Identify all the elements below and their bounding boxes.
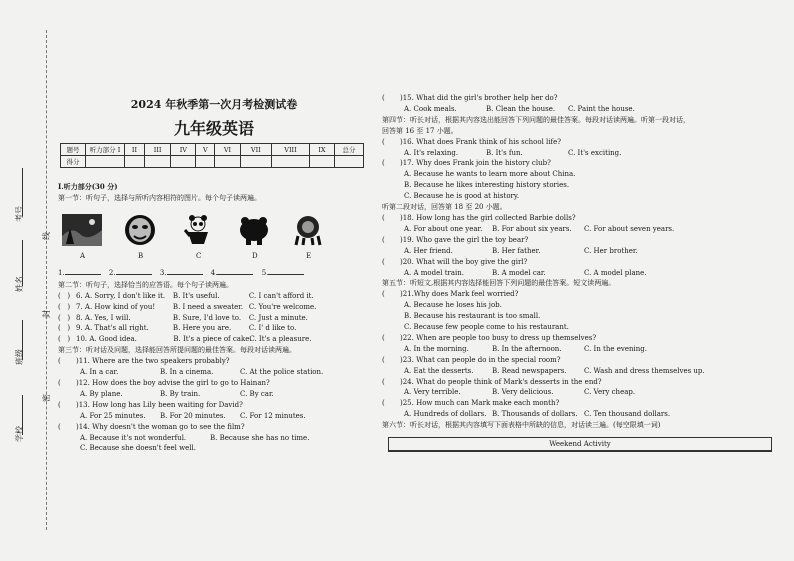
question-10: ( ) 10. A. Good idea. B. It's a piece of cake.C. It's a pleasure. [58,335,312,344]
option-c[interactable]: C. For 12 minutes. [240,411,306,420]
option-b[interactable]: B. It's useful. [172,291,220,300]
score-cell: 题号 [61,144,86,156]
option-c[interactable]: C. In the evening. [584,344,647,353]
score-input-cell[interactable] [86,156,125,168]
option-a[interactable]: A. That's all right. [84,324,149,333]
question-text: )14. Why doesn't the woman go to see the film? [76,422,245,431]
option-c[interactable]: C. It's a pleasure. [249,335,312,344]
option-c[interactable]: C. It's exciting. [568,148,622,157]
answer-blank[interactable] [65,274,101,275]
score-table [60,143,364,168]
question-15: ( )15. What did the girl's brother help her do? [382,94,558,102]
score-input-cell[interactable] [309,156,334,168]
picture-label-a: A [80,251,86,260]
option-b[interactable]: B. In a cinema. [160,368,214,377]
option-b[interactable]: B. In the afternoon. [492,344,562,353]
picture-d-bear [236,214,272,246]
picture-label-d: D [252,251,258,260]
blank-number: 5. [261,268,269,277]
option-b[interactable]: B. Sure, I'd love to. [172,313,242,322]
option-b[interactable]: B. It's a piece of cake. [173,335,252,344]
question-25: ( )25. How much can Mark make each month? [382,399,560,408]
section-3-instructions: 第三节：听对话及问题，选择能回答所提问题的最佳答案。每段对话读两遍。 [58,346,296,355]
option-c[interactable]: C. For about seven years. [584,224,675,233]
question-text: )21.Why does Mark feel worried? [400,290,519,299]
question-16-options [382,148,780,159]
option-a[interactable]: A. Sorry, I don't like it. [84,291,166,300]
question-17-option-a [382,169,780,180]
blank-number: 2. [108,268,116,277]
question-11: ( )11. Where are the two speakers probably? [58,357,230,366]
option-c[interactable]: C. Ten thousand dollars. [584,410,671,419]
picture-options [58,208,370,264]
question-21-option-c [382,322,780,333]
score-cell: IV [171,144,196,156]
score-input-cell[interactable] [335,156,364,168]
picture-a-landscape [62,214,102,246]
question-23: ( )23. What can people do in the special room? [382,355,561,364]
question-text: )12. How does the boy advise the girl to go to Hainan? [76,378,270,387]
question-text: )11. Where are the two speakers probably? [76,357,230,366]
option-a[interactable]: A. Yes, I will. [84,313,131,322]
blank-number: 1. [58,268,65,277]
option-b[interactable]: B. Here you are. [172,324,232,333]
option-a[interactable]: A. In a car. [80,368,119,377]
picture-label-e: E [306,251,312,260]
weekend-activity-table-header: Weekend Activity [388,437,772,452]
option-a[interactable]: A. Good idea. [89,335,137,344]
option-c[interactable]: C. Because he is good at history. [404,192,520,201]
left-column [58,94,370,454]
fold-line [46,30,47,530]
section-6-instructions: 第六节：听长对话，根据其内容填写下面表格中所缺的信息，对话读三遍。(每空限填一词) [382,421,661,430]
option-b[interactable]: B. Very delicious. [492,388,554,397]
name-blank[interactable] [22,240,23,286]
question-text: )20. What will the boy give the girl? [400,257,528,266]
question-17-option-c [382,191,780,202]
class-field-label: 班级 [15,349,24,365]
score-cell: VII [240,144,272,156]
score-cell: 得分 [61,156,86,168]
option-a[interactable]: A. Cook meals. [404,104,457,113]
option-b[interactable]: B. Her father. [492,246,541,255]
question-21-option-b [382,311,780,322]
score-cell: IX [309,144,334,156]
picture-b-opera-mask [122,214,158,246]
question-text: )24. What do people think of Mark's desserts in the end? [400,377,602,386]
question-22-options [382,344,780,355]
score-input-cell[interactable] [240,156,272,168]
question-20-options [382,268,780,279]
school-field-label: 学校 [15,426,24,442]
seal-mark-feng: 封 [42,310,51,318]
option-a[interactable]: A. Her friend. [404,246,453,255]
option-b[interactable]: B. By train. [160,389,201,398]
question-18-options [382,224,780,235]
option-b[interactable]: B. Read newspapers. [492,366,567,375]
q-number: 8. [76,313,83,322]
question-text: )25. How much can Mark make each month? [400,399,560,408]
score-table-header-row [61,144,364,156]
question-14-options [58,433,370,444]
score-cell: VIII [272,144,310,156]
question-20: ( )20. What will the boy give the girl? [382,257,528,266]
question-text: )13. How long has Lily been waiting for David? [76,400,243,409]
picture-e-lion [290,214,326,246]
option-b[interactable]: B. Thousands of dollars. [492,410,578,419]
q-number: 6. [76,291,83,300]
option-c[interactable]: C. At the police station. [240,368,324,377]
option-c[interactable]: C. I' d like to. [248,324,297,333]
option-b[interactable]: B. For about six years. [492,224,572,233]
q-number: 10. [76,335,88,344]
answer-blank[interactable] [217,274,253,275]
score-cell: 听力部分 I [86,144,125,156]
picture-label-b: B [138,251,144,260]
option-c[interactable]: C. Wash and dress themselves up. [584,366,705,375]
option-c[interactable]: C. A model plane. [584,268,647,277]
option-b[interactable]: B. For 20 minutes. [160,411,226,420]
option-b[interactable]: B. It's fun. [486,148,523,157]
option-a[interactable]: A. In the morning. [404,344,469,353]
answer-blanks-1-5 [58,266,370,280]
question-21-option-a [382,300,780,311]
dialog-2-instructions: 听第二段对话，回答第 18 至 20 小题。 [382,203,507,212]
option-a[interactable]: A. By plane. [80,389,123,398]
option-c[interactable]: C. Because few people come to his restaurant. [404,323,569,332]
score-input-cell[interactable] [215,156,240,168]
question-15-options [382,104,780,115]
question-text: )16. What does Frank think of his school life? [400,137,562,146]
score-cell: VI [215,144,240,156]
score-cell: III [144,144,170,156]
question-6: ( ) 6. A. Sorry, I don't like it. B. It's useful. C. I can't afford it. [58,291,314,300]
question-13-options [58,411,370,422]
exam-title: 2024 年秋季第一次月考检测试卷 [130,98,298,111]
question-14: ( )14. Why doesn't the woman go to see the film? [58,422,245,431]
answer-blank[interactable] [268,274,304,275]
question-17: ( )17. Why does Frank join the history club? [382,159,551,168]
section-4-instructions: 第四节：听长对话，根据其内容选出能回答下列问题的最佳答案。每段对话读两遍。听第一段对话， [382,115,690,124]
school-blank[interactable] [22,395,23,435]
option-c[interactable]: C. Because she doesn't feel well. [80,444,196,453]
option-a[interactable]: A. Very terrible. [404,388,461,397]
question-12-options [58,389,370,400]
option-b[interactable]: B. Because he likes interesting history stories. [404,181,570,190]
question-9: ( ) 9. A. That's all right. B. Here you are. C. I' d like to. [58,324,297,333]
option-c[interactable]: C. By car. [240,389,274,398]
score-input-cell[interactable] [196,156,215,168]
option-a[interactable]: A. Because he loses his job. [404,301,502,310]
class-blank[interactable] [22,320,23,360]
question-24-options [382,387,780,398]
exam-number-blank[interactable] [22,168,23,216]
score-cell: V [196,144,215,156]
blank-number: 4. [210,268,218,277]
option-c[interactable]: C. Paint the house. [568,104,635,113]
score-input-cell[interactable] [272,156,310,168]
score-input-cell[interactable] [125,156,145,168]
score-input-cell[interactable] [171,156,196,168]
part-heading-listening: I.听力部分(30 分) [58,182,118,191]
question-16: ( )16. What does Frank think of his school life? [382,137,562,146]
subject-title: 九年级英语 [173,119,254,138]
question-text: )15. What did the girl's brother help her do? [400,94,558,102]
option-a[interactable]: A. Because he wants to learn more about China. [404,170,576,179]
option-c[interactable]: C. You're welcome. [248,302,317,311]
option-c[interactable]: C. Very cheap. [584,388,636,397]
option-a[interactable]: A. It's relaxing. [404,148,459,157]
option-b[interactable]: B. Because his restaurant is too small. [404,312,541,321]
section-1-instructions: 第一节：听句子，选择与所听内容相符的图片。每个句子读两遍。 [58,193,261,202]
section-4-instructions-2: 回答第 16 至 17 小题。 [382,126,458,135]
question-text: )23. What can people do in the special room? [400,355,561,364]
question-17-option-b [382,180,780,191]
q-number: 9. [76,324,83,333]
question-18: ( )18. How long has the girl collected Barbie dolls? [382,213,576,222]
seal-mark-mi: 密 [42,394,51,402]
name-field-label: 姓名 [15,276,24,292]
option-a[interactable]: A. Because it's not wonderful. [80,433,187,442]
question-14-option-c [58,443,370,454]
option-b[interactable]: B. A model car. [492,268,546,277]
question-21: ( )21.Why does Mark feel worried? [382,290,519,299]
question-11-options [58,367,370,378]
option-a[interactable]: A. Eat the desserts. [404,366,474,375]
blank-number: 3. [159,268,167,277]
question-22: ( )22. When are people too busy to dress up themselves? [382,333,597,342]
option-a[interactable]: A. A model train. [404,268,465,277]
question-8: ( ) 8. A. Yes, I will. B. Sure, I'd love to. C. Just a minute. [58,313,308,322]
option-b[interactable]: B. Because she has no time. [210,433,310,442]
section-5-instructions: 第五节：听短文,根据其内容选择能回答下列问题的最佳答案。短文读两遍。 [382,279,616,288]
question-7: ( ) 7. A. How kind of you! B. I need a sweater. C. You're welcome. [58,302,317,311]
score-table-score-row [61,156,364,168]
option-a[interactable]: A. Hundreds of dollars. [404,410,487,419]
q-number: 7. [76,302,83,311]
question-12: ( )12. How does the boy advise the girl to go to Hainan? [58,378,270,387]
answer-blank[interactable] [116,274,152,275]
score-cell: II [125,144,145,156]
answer-blank[interactable] [167,274,203,275]
binding-margin [0,0,52,561]
score-cell: 总分 [335,144,364,156]
right-column [382,93,780,452]
question-text: )22. When are people too busy to dress up themselves? [400,333,597,342]
question-text: )19. Who gave the girl the toy bear? [400,235,529,244]
question-13: ( )13. How long has Lily been waiting for David? [58,400,243,409]
seal-mark-xian: 线 [42,232,51,240]
option-a[interactable]: A. For about one year. [404,224,483,233]
option-c[interactable]: C. Her brother. [584,246,638,255]
option-c[interactable]: C. I can't afford it. [248,291,314,300]
option-b[interactable]: B. Clean the house. [486,104,556,113]
question-24: ( )24. What do people think of Mark's desserts in the end? [382,377,602,386]
question-23-options [382,366,780,377]
option-a[interactable]: A. For 25 minutes. [80,411,146,420]
question-text: )17. Why does Frank join the history club? [400,159,551,168]
question-19: ( )19. Who gave the girl the toy bear? [382,235,529,244]
option-c[interactable]: C. Just a minute. [248,313,308,322]
question-25-options [382,409,780,420]
picture-label-c: C [196,251,202,260]
question-text: )18. How long has the girl collected Barbie dolls? [400,213,576,222]
exam-number-label: 考号 [15,206,24,222]
option-a[interactable]: A. How kind of you! [84,302,156,311]
score-input-cell[interactable] [144,156,170,168]
question-19-options [382,246,780,257]
section-2-instructions: 第二节：听句子，选择恰当的应答语。每个句子读两遍。 [58,280,233,289]
picture-c-panda [180,214,216,246]
option-b[interactable]: B. I need a sweater. [172,302,244,311]
